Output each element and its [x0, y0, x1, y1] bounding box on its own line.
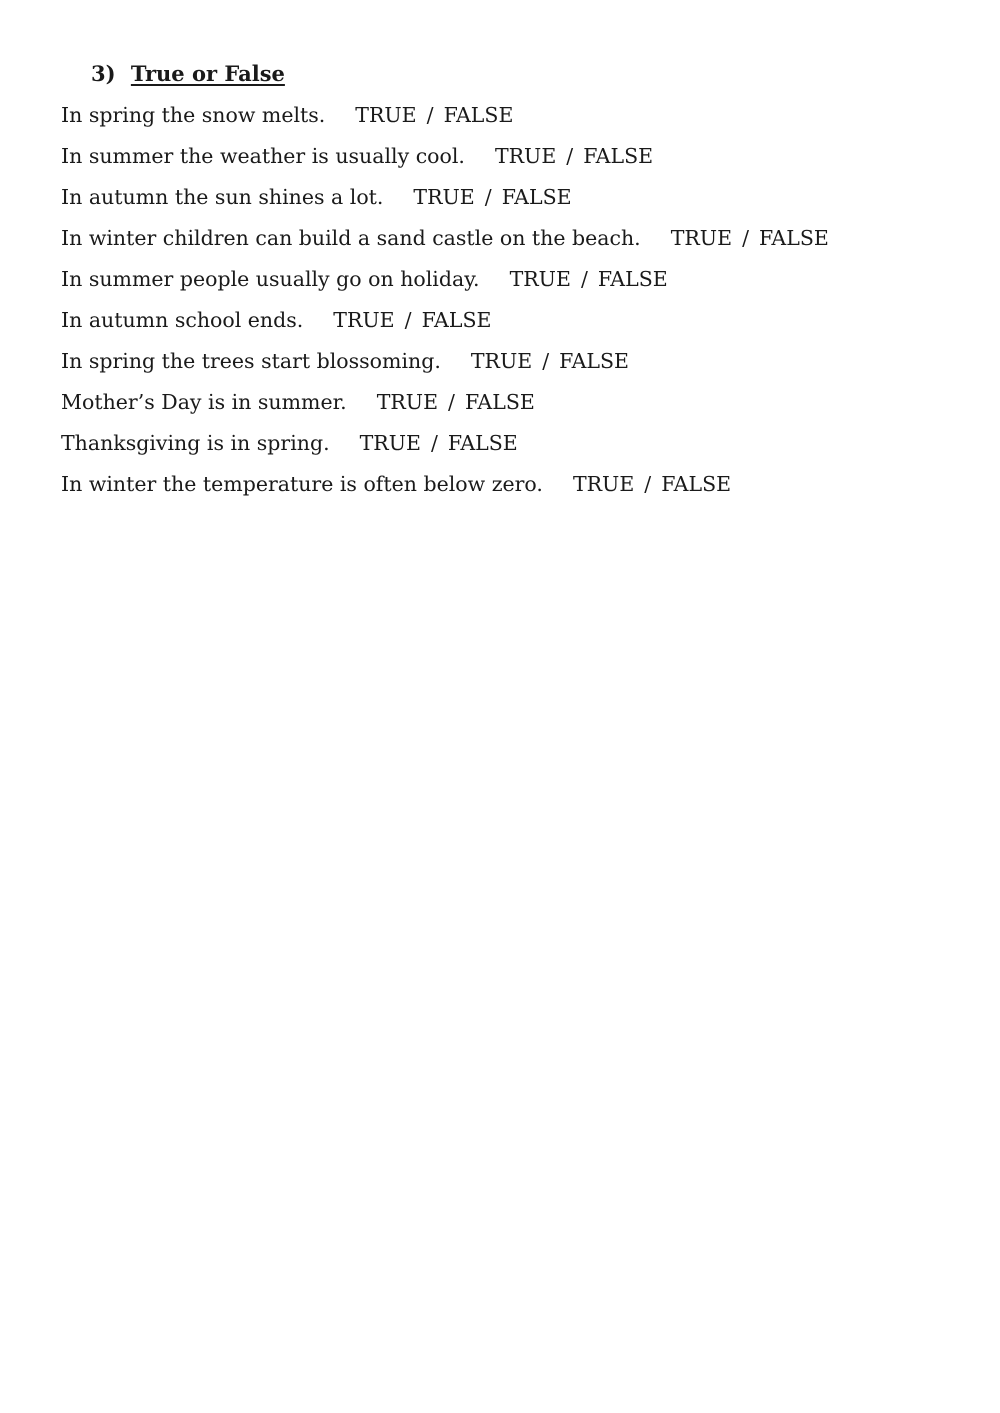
answer-options: [355, 103, 513, 127]
answer-options: [495, 144, 653, 168]
option-separator: /: [542, 349, 550, 373]
statement-row: [61, 387, 829, 428]
statement-row: [61, 223, 829, 264]
false-option[interactable]: FALSE: [758, 226, 829, 250]
answer-options: [510, 267, 668, 291]
statement-text: In spring the snow melts.: [61, 103, 326, 127]
true-option[interactable]: TRUE: [359, 431, 421, 455]
false-option[interactable]: FALSE: [583, 144, 654, 168]
statement-text: Thanksgiving is in spring.: [61, 431, 330, 455]
statement-text: In spring the trees start blossoming.: [61, 349, 441, 373]
answer-options: [471, 349, 629, 373]
option-separator: /: [566, 144, 574, 168]
section-number: 3): [91, 61, 116, 86]
statement-text: In autumn the sun shines a lot.: [61, 185, 384, 209]
true-option[interactable]: TRUE: [509, 267, 571, 291]
section-header: [91, 60, 285, 88]
answer-options: [360, 431, 518, 455]
false-option[interactable]: FALSE: [447, 431, 518, 455]
option-separator: /: [580, 267, 588, 291]
option-separator: /: [404, 308, 412, 332]
option-separator: /: [742, 226, 749, 250]
statement-row: [61, 346, 829, 387]
false-option[interactable]: FALSE: [597, 267, 668, 291]
statement-text: In summer the weather is usually cool.: [61, 144, 465, 168]
statement-row: [61, 141, 829, 182]
statement-row: [61, 264, 829, 305]
true-option[interactable]: TRUE: [413, 185, 475, 209]
true-option[interactable]: TRUE: [572, 472, 635, 496]
option-separator: /: [484, 185, 492, 209]
statement-text: In summer people usually go on holiday.: [61, 267, 480, 291]
true-option[interactable]: TRUE: [494, 144, 557, 168]
true-option[interactable]: TRUE: [376, 390, 439, 414]
true-option[interactable]: TRUE: [670, 226, 733, 250]
option-separator: /: [644, 472, 652, 496]
statement-row: [61, 182, 829, 223]
section-title: True or False: [130, 61, 285, 86]
true-option[interactable]: TRUE: [470, 349, 533, 373]
answer-options: [333, 308, 491, 332]
statement-text: In autumn school ends.: [61, 308, 304, 332]
statement-text: Mother’s Day is in summer.: [61, 390, 347, 414]
option-separator: /: [426, 103, 434, 127]
false-option[interactable]: FALSE: [464, 390, 535, 414]
statement-row: [61, 305, 829, 346]
true-option[interactable]: TRUE: [333, 308, 395, 332]
answer-options: [413, 185, 571, 209]
option-separator: /: [448, 390, 455, 414]
answer-options: [573, 472, 731, 496]
statement-row: [61, 100, 829, 141]
statement-list: [61, 100, 829, 510]
true-option[interactable]: TRUE: [355, 103, 417, 127]
statement-row: [61, 428, 829, 469]
statement-text: In winter the temperature is often below zero.: [61, 472, 543, 496]
false-option[interactable]: FALSE: [443, 103, 514, 127]
answer-options: [377, 390, 535, 414]
false-option[interactable]: FALSE: [421, 308, 492, 332]
option-separator: /: [430, 431, 438, 455]
answer-options: [671, 226, 829, 250]
false-option[interactable]: FALSE: [661, 472, 732, 496]
false-option[interactable]: FALSE: [559, 349, 630, 373]
statement-row: [61, 469, 829, 510]
statement-text: In winter children can build a sand castle on the beach.: [61, 226, 641, 250]
false-option[interactable]: FALSE: [501, 185, 572, 209]
